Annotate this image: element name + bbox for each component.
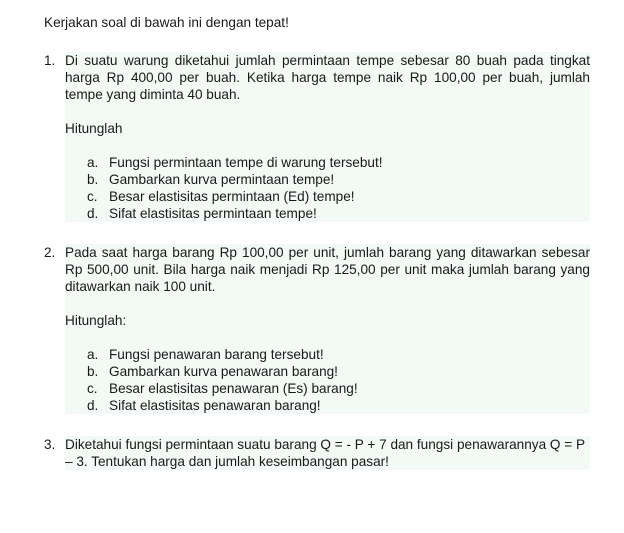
item-text: Fungsi permintaan tempe di warung tersebut! [109, 155, 383, 170]
list-item [87, 363, 590, 380]
item-text: Besar elastisitas permintaan (Ed) tempe! [109, 189, 355, 204]
item-text: Besar elastisitas penawaran (Es) barang! [109, 381, 358, 396]
list-item [87, 397, 590, 414]
list-item [87, 171, 590, 188]
list-item [87, 188, 590, 205]
item-text: Sifat elastisitas penawaran barang! [109, 398, 321, 413]
subtask-instruction: Hitunglah [65, 121, 123, 136]
subtask-instruction: Hitunglah: [65, 313, 127, 328]
item-letter: b. [87, 364, 99, 379]
item-letter: b. [87, 172, 99, 187]
list-item [87, 346, 590, 363]
item-letter: a. [87, 347, 99, 362]
question-text: Di suatu warung diketahui jumlah permintaan tempe sebesar 80 buah pada tingkat harga Rp 400,00 per buah. Ketika harga tempe naik Rp 100,00 per buah, jumlah tempe yang diminta 40 buah. [65, 53, 590, 102]
question-number: 1. [44, 53, 56, 68]
item-text: Gambarkan kurva permintaan tempe! [109, 172, 335, 187]
question-subtasks [65, 103, 590, 222]
subtask-list [65, 346, 590, 414]
instruction-heading: Kerjakan soal di bawah ini dengan tepat! [44, 15, 289, 30]
item-letter: c. [87, 381, 98, 396]
subtask-list [65, 154, 590, 222]
question-text: Diketahui fungsi permintaan suatu barang Q = - P + 7 dan fungsi penawarannya Q = P – 3. Tentukan harga dan jumlah keseimbangan pasar! [65, 436, 590, 470]
question-number: 2. [44, 245, 56, 260]
question-text: Pada saat harga barang Rp 100,00 per unit, jumlah barang yang ditawarkan sebesar Rp 500,00 unit. Bila harga naik menjadi Rp 125,00 per unit maka jumlah barang yang ditawarkan naik 100 unit. [65, 245, 590, 294]
question-2 [44, 244, 590, 414]
item-letter: d. [87, 206, 99, 221]
list-item [87, 380, 590, 397]
question-number: 3. [44, 437, 56, 452]
item-text: Fungsi penawaran barang tersebut! [109, 347, 324, 362]
item-letter: c. [87, 189, 98, 204]
question-subtasks [65, 295, 590, 414]
list-item [87, 205, 590, 222]
list-item [87, 154, 590, 171]
item-letter: d. [87, 398, 99, 413]
item-letter: a. [87, 155, 99, 170]
item-text: Sifat elastisitas permintaan tempe! [109, 206, 317, 221]
item-text: Gambarkan kurva penawaran barang! [109, 364, 338, 379]
question-1 [44, 52, 590, 222]
question-3 [44, 436, 590, 470]
